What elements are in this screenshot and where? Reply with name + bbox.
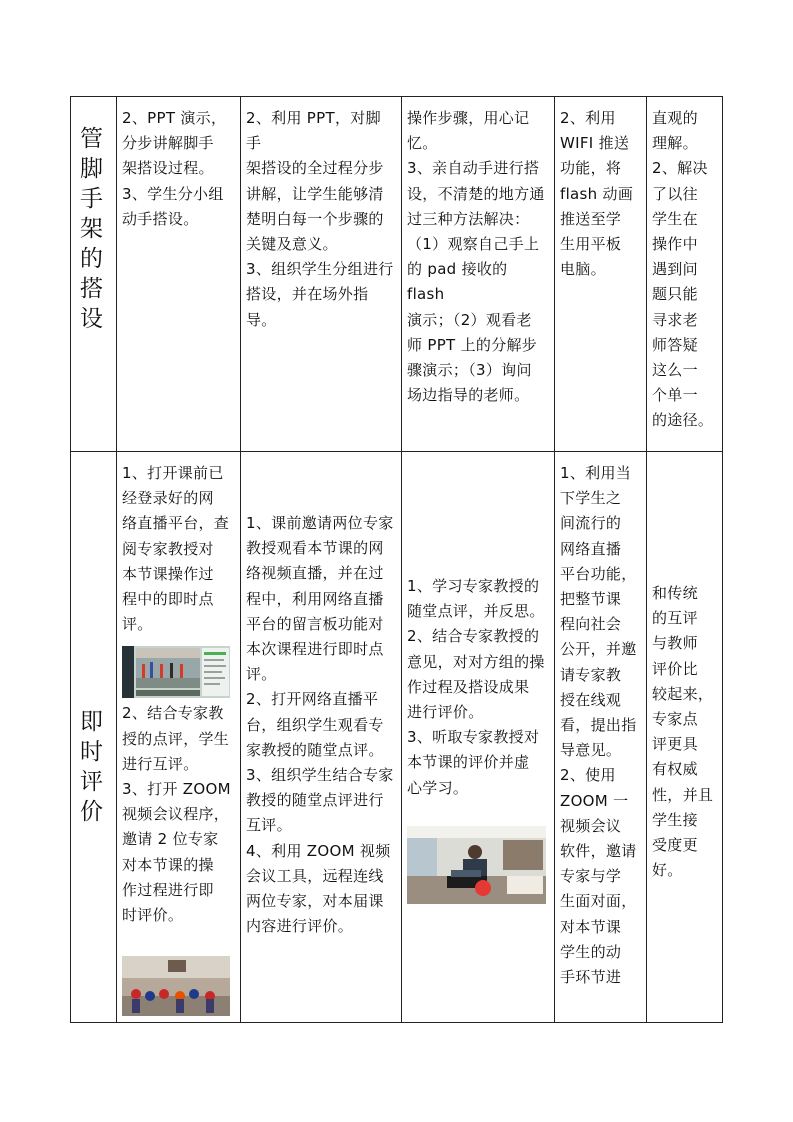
grid-line [70,96,723,97]
row1-col5-cell [646,106,723,434]
row1-col3-cell [401,106,554,408]
row2-col4-text: 1、利用当 下学生之 间流行的 网络直播 平台功能， 把整节课 程向社会 公开，并邀 请专家教 授在线观 看，提出指 导意见。 2、使用 ZOOM 一 视频会议 软件，邀请 专家与学 生面对面， 对本节课 学生的动 手环节进 [560,464,637,987]
row2-label: 即 时 评 价 [80,709,103,825]
row2-col2-text: 1、课前邀请两位专家 教授观看本节课的网 络视频直播，并在过 程中，利用网络直播 平台的留言板功能对 本次课程进行即时点 评。 2、打开网络直播平 台，组织学生观看专 家教授的随堂点评。 3、组织学生结合专家 教授的随堂点评进行 互评。 4、利用 ZOOM 视频 会议工具，远程连线 两位专家，对本届课 内容进行评价。 [246,514,394,936]
row1-label: 管 脚 手 架 的 搭 设 [80,126,103,332]
row2-col1-text-b: 2、结合专家教 授的点评，学生 进行互评。 3、打开 ZOOM 视频会议程序， 邀请 2 位专家 对本节课的操 作过程进行即 时评价。 [122,704,231,925]
row1-col4-text: 2、利用 WIFI 推送 功能，将 flash 动画 推送至学 生用平板 电脑。 [560,109,634,279]
row2-col5-text: 和传统 的互评 与教师 评价比 较起来， 专家点 评更具 有权威 性，并且 学生接 受度更 好。 [652,584,714,880]
row1-col3-text: 操作步骤，用心记 忆。 3、亲自动手进行搭 设，不清楚的地方通 过三种方法解决： （1）观察自己手上 的 pad 接收的 flash 演示；（2）观看老 师 PPT 上的分解步 骤演示；（3）询问 场边指导的老师。 [407,109,545,405]
row1-label-cell [70,101,116,357]
classroom-students-photo [122,956,230,1016]
row1-col2-cell [240,106,401,333]
row2-col1-cell [116,461,240,928]
livestream-screenshot-photo [122,646,230,698]
row2-col2-cell [240,511,401,939]
row1-col4-cell [554,106,646,282]
row2-col3-cell [401,574,554,801]
row1-col2-text: 2、利用 PPT，对脚手 架搭设的全过程分步 讲解，让学生能够清 楚明白每一个步骤的 关键及意义。 3、组织学生分组进行 搭设，并在场外指导。 [246,109,394,329]
grid-line [70,1022,723,1023]
row1-col5-text: 直观的 理解。 2、解决 了以往 学生在 操作中 遇到问 题只能 寻求老 师答疑 这么一 个单一 的途径。 [652,109,714,430]
grid-line [70,451,723,452]
row1-col1-text: 2、PPT 演示， 分步讲解脚手 架搭设过程。 3、学生分小组 动手搭设。 [122,109,227,228]
row2-col1-text-a: 1、打开课前已 经登录好的网 络直播平台，查 阅专家教授对 本节课操作过 程中的即时点 评。 [122,464,230,634]
row2-col5-cell [646,581,723,883]
row2-label-cell [70,684,116,850]
row1-col1-cell [116,106,240,232]
row2-col3-text: 1、学习专家教授的 随堂点评，并反思。 2、结合专家教授的 意见，对对方组的操 作过程及搭设成果 进行评价。 3、听取专家教授对 本节课的评价并虚 心学习。 [407,577,545,797]
lesson-table [70,96,723,1023]
expert-video-call-photo [407,826,546,904]
row2-col4-cell [554,461,646,990]
